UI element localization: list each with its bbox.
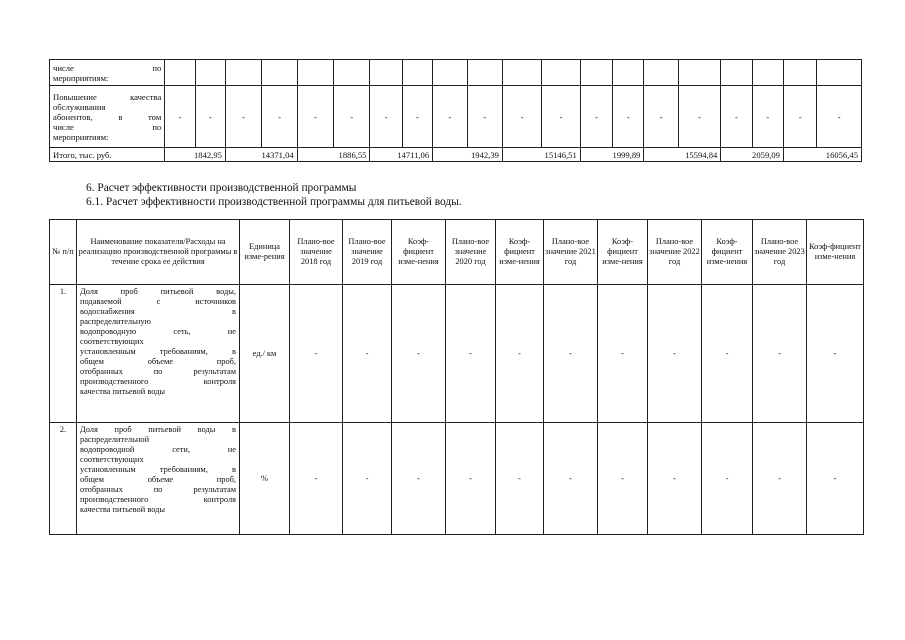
cell-value: - [392,285,446,423]
cell-value: - [370,86,402,148]
col-header-plan-2020: Плано-вое значение 2020 год [446,220,496,285]
total-value: 1886,55 [297,148,370,162]
total-value: 16056,45 [783,148,861,162]
cell-value: - [648,423,702,535]
total-value: 15146,51 [502,148,580,162]
cell-value: - [496,285,544,423]
cell-value: - [402,86,432,148]
total-label: Итого, тыс. руб. [50,148,165,162]
expenses-table-fragment [49,59,862,162]
total-value: 15594,84 [644,148,721,162]
col-header-coef: Коэф-фициент изме-нения [702,220,753,285]
cell-value: - [544,285,598,423]
col-header-unit: Единица изме-рения [240,220,290,285]
col-header-coef: Коэф-фициент изме-нения [496,220,544,285]
cell-value: - [648,285,702,423]
table-row [50,423,864,535]
cell-value: - [783,86,816,148]
cell-value: - [702,423,753,535]
cell-value: - [544,423,598,535]
cell-value: - [392,423,446,535]
cell-value: - [446,285,496,423]
total-value: 14371,04 [225,148,297,162]
efficiency-table [49,219,864,535]
cell-value: - [817,86,862,148]
cell-value: - [753,423,807,535]
cell-value: - [290,285,343,423]
total-value: 14711,06 [370,148,433,162]
col-header-plan-2018: Плано-вое значение 2018 год [290,220,343,285]
col-header-num: № п/п [50,220,77,285]
cell-value: - [678,86,720,148]
cell-value: - [702,285,753,423]
cell-value: - [753,285,807,423]
section-heading: 6. Расчет эффективности производственной программы [86,182,357,194]
cell-value: - [496,423,544,535]
total-value: 2059,09 [721,148,784,162]
cell-value: - [334,86,370,148]
cell-value: - [502,86,541,148]
table-row [50,285,864,423]
cell-value: - [542,86,580,148]
cell-value: - [598,285,648,423]
cell-value: - [165,86,195,148]
row-number: 2. [50,423,77,535]
row-label: Повышение качества обслуживания абонентов, в том числе по мероприятиям: [50,86,165,148]
cell-value: - [807,285,864,423]
total-value: 1942,39 [433,148,503,162]
row-description: Доля проб питьевой воды в распределительной водопроводной сети, не соответствующих установленным требованиям, в общем объеме проб, отобранных по результатам производственного контроля качества питьевой воды [77,423,240,535]
totals-row [50,148,862,162]
cell-value: - [752,86,783,148]
table-row [50,60,862,86]
cell-value: - [598,423,648,535]
col-header-plan-2022: Плано-вое значение 2022 год [648,220,702,285]
col-header-name: Наименование показателя/Расходы на реализацию производственной программы в течение срока ее действия [77,220,240,285]
subsection-heading: 6.1. Расчет эффективности производственной программы для питьевой воды. [86,196,462,208]
row-number: 1. [50,285,77,423]
total-value: 1842,95 [165,148,226,162]
col-header-plan-2021: Плано-вое значение 2021 год [544,220,598,285]
cell-value: - [297,86,333,148]
cell-value: - [467,86,502,148]
row-unit: ед./ км [240,285,290,423]
cell-value: - [343,423,392,535]
cell-value: - [807,423,864,535]
col-header-coef: Коэф-фициент изме-нения [598,220,648,285]
col-header-coef: Коэф-фициент изме-нения [807,220,864,285]
cell-value: - [721,86,752,148]
total-value: 1999,89 [580,148,644,162]
cell-value: - [343,285,392,423]
cell-value: - [644,86,678,148]
table-header-row [50,220,864,285]
cell-value: - [290,423,343,535]
cell-value: - [613,86,644,148]
cell-value: - [262,86,297,148]
col-header-coef: Коэф-фициент изме-нения [392,220,446,285]
row-unit: % [240,423,290,535]
cell-value: - [446,423,496,535]
row-description: Доля проб питьевой воды, подаваемой с источников водоснабжения в распределительную водопроводную сеть, не соответствующих установленным требованиям, в общем объеме проб, отобранных по результатам производственного контроля качества питьевой воды [77,285,240,423]
cell-value: - [580,86,612,148]
col-header-plan-2023: Плано-вое значение 2023 год [753,220,807,285]
cell-value: - [225,86,261,148]
col-header-plan-2019: Плано-вое значение 2019 год [343,220,392,285]
table-row [50,86,862,148]
cell-value: - [195,86,225,148]
cell-value: - [433,86,467,148]
row-label: числе по мероприятиям: [50,60,165,86]
